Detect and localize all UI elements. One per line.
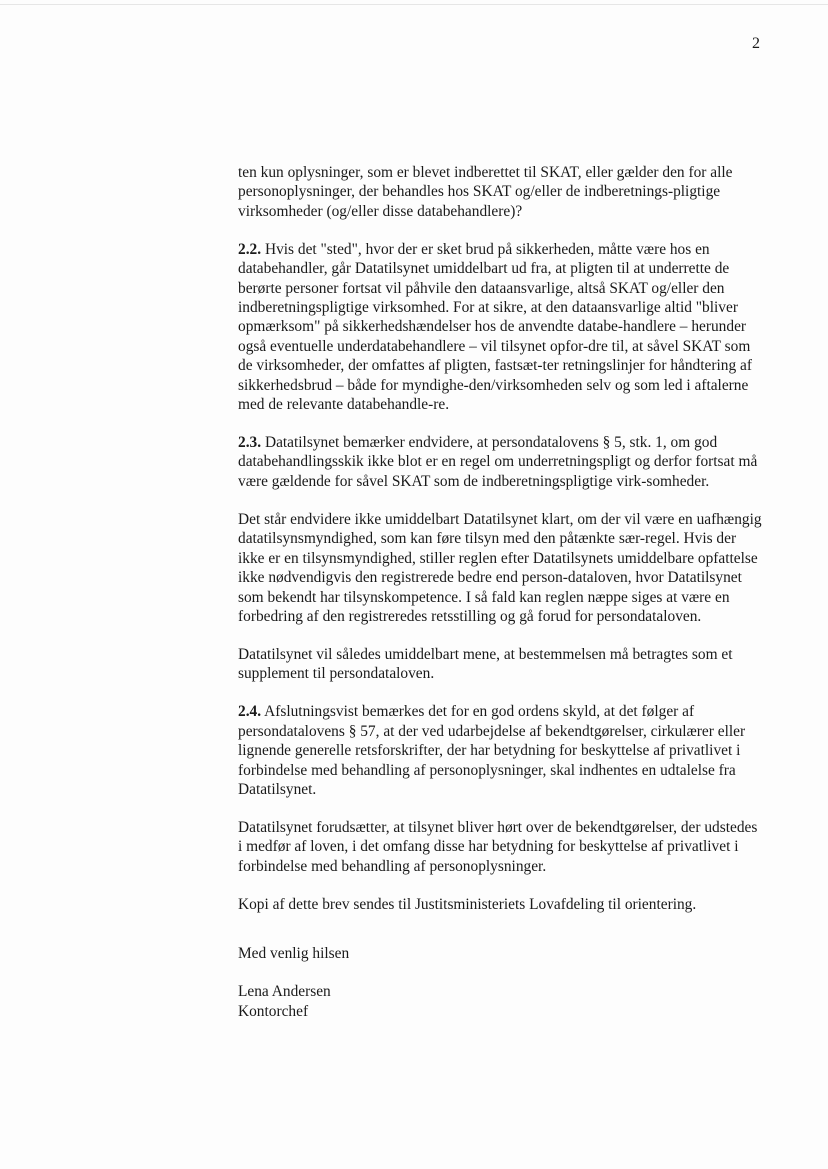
letter-body [238, 163, 762, 1040]
paragraph-2-2 [238, 240, 762, 415]
signatory-title: Kontorchef [238, 1002, 309, 1020]
paragraph-2-3 [238, 433, 762, 491]
section-number: 2.3. [238, 434, 262, 452]
paragraph-text: Datatilsynet vil således umiddelbart mene, at bestemmelsen må betragtes som et supplement til persondataloven. [238, 645, 733, 683]
page-number: 2 [752, 35, 760, 52]
paragraph-text: Datatilsynet forudsætter, at tilsynet bliver hørt over de bekendtgørelser, der udstedes i medfør af loven, i det omfang disse har betydning for beskyttelse af privatlivet i forbindelse med behandling af personoplysninger. [238, 818, 758, 875]
signature-block [238, 982, 762, 1021]
section-number: 2.4. [238, 703, 262, 721]
paragraph-continuation [238, 163, 762, 221]
paragraph-copy-notice [238, 895, 762, 914]
paragraph-text: Hvis det "sted", hvor der er sket brud på sikkerheden, måtte være hos en databehandler, går Datatilsynet umiddelbart ud fra, at pligten til at underrette de berørte personer fortsat vil påhvile den dataansvarlige, altså SKAT og/eller den indberetningspligtige virksomhed. For at sikre, at den dataansvarlige altid "bliver opmærksom" på sikkerhedshændelser hos de anvendte databe-handlere – herunder også eventuelle underdatabehandlere – vil tilsynet opfor-dre til, at såvel SKAT som de virksomheder, der omfattes af pligten, fastsæt-ter retningslinjer for håndtering af sikkerhedsbrud – både for myndighe-den/virksomheden selv og som led i aftalerne med de relevante databehandle-re. [238, 240, 752, 414]
paragraph-text: Det står endvidere ikke umiddelbart Datatilsynet klart, om der vil være en uafhængig datatilsynsmyndighed, som kan føre tilsyn med den påtænkte sær-regel. Hvis der ikke er en tilsynsmyndighed, stiller reglen efter Datatilsynets umiddelbare opfattelse ikke nødvendigvis den registrerede bedre end person-dataloven, hvor Datatilsynet som bekendt har tilsynskompetence. I så fald kan reglen næppe siges at være en forbedring af den registreredes retsstilling og gå forud for persondataloven. [238, 510, 762, 625]
paragraph-supervisory-authority [238, 510, 762, 626]
closing-salutation: Med venlig hilsen [238, 945, 350, 963]
paragraph-consultation [238, 818, 762, 876]
paragraph-text: ten kun oplysninger, som er blevet indberettet til SKAT, eller gælder den for alle personoplysninger, der behandles hos SKAT og/eller de indberetnings-pligtige virksomheder (og/eller disse databehandlere)? [238, 164, 733, 220]
paragraph-text: Kopi af dette brev sendes til Justitsministeriets Lovafdeling til orientering. [238, 895, 697, 913]
top-edge-line [0, 4, 828, 5]
paragraph-2-4 [238, 702, 762, 799]
paragraph-text: Datatilsynet bemærker endvidere, at persondatalovens § 5, stk. 1, om god databehandlingsskik ikke blot er en regel om underretningspligt og derfor fortsat må være gældende for såvel SKAT som de indberetningspligtige virk-somheder. [238, 434, 758, 490]
signatory-name: Lena Andersen [238, 983, 331, 1001]
section-number: 2.2. [238, 240, 262, 258]
paragraph-supplement [238, 645, 762, 684]
paragraph-text: Afslutningsvist bemærkes det for en god ordens skyld, at det følger af persondatalovens § 57, at der ved udarbejdelse af bekendtgørelser, cirkulærer eller lignende generelle retsforskrifter, der har betydning for beskyttelse af privatlivet i forbindelse med behandling af personoplysninger, skal indhentes en udtalelse fra Datatilsynet. [238, 703, 746, 798]
